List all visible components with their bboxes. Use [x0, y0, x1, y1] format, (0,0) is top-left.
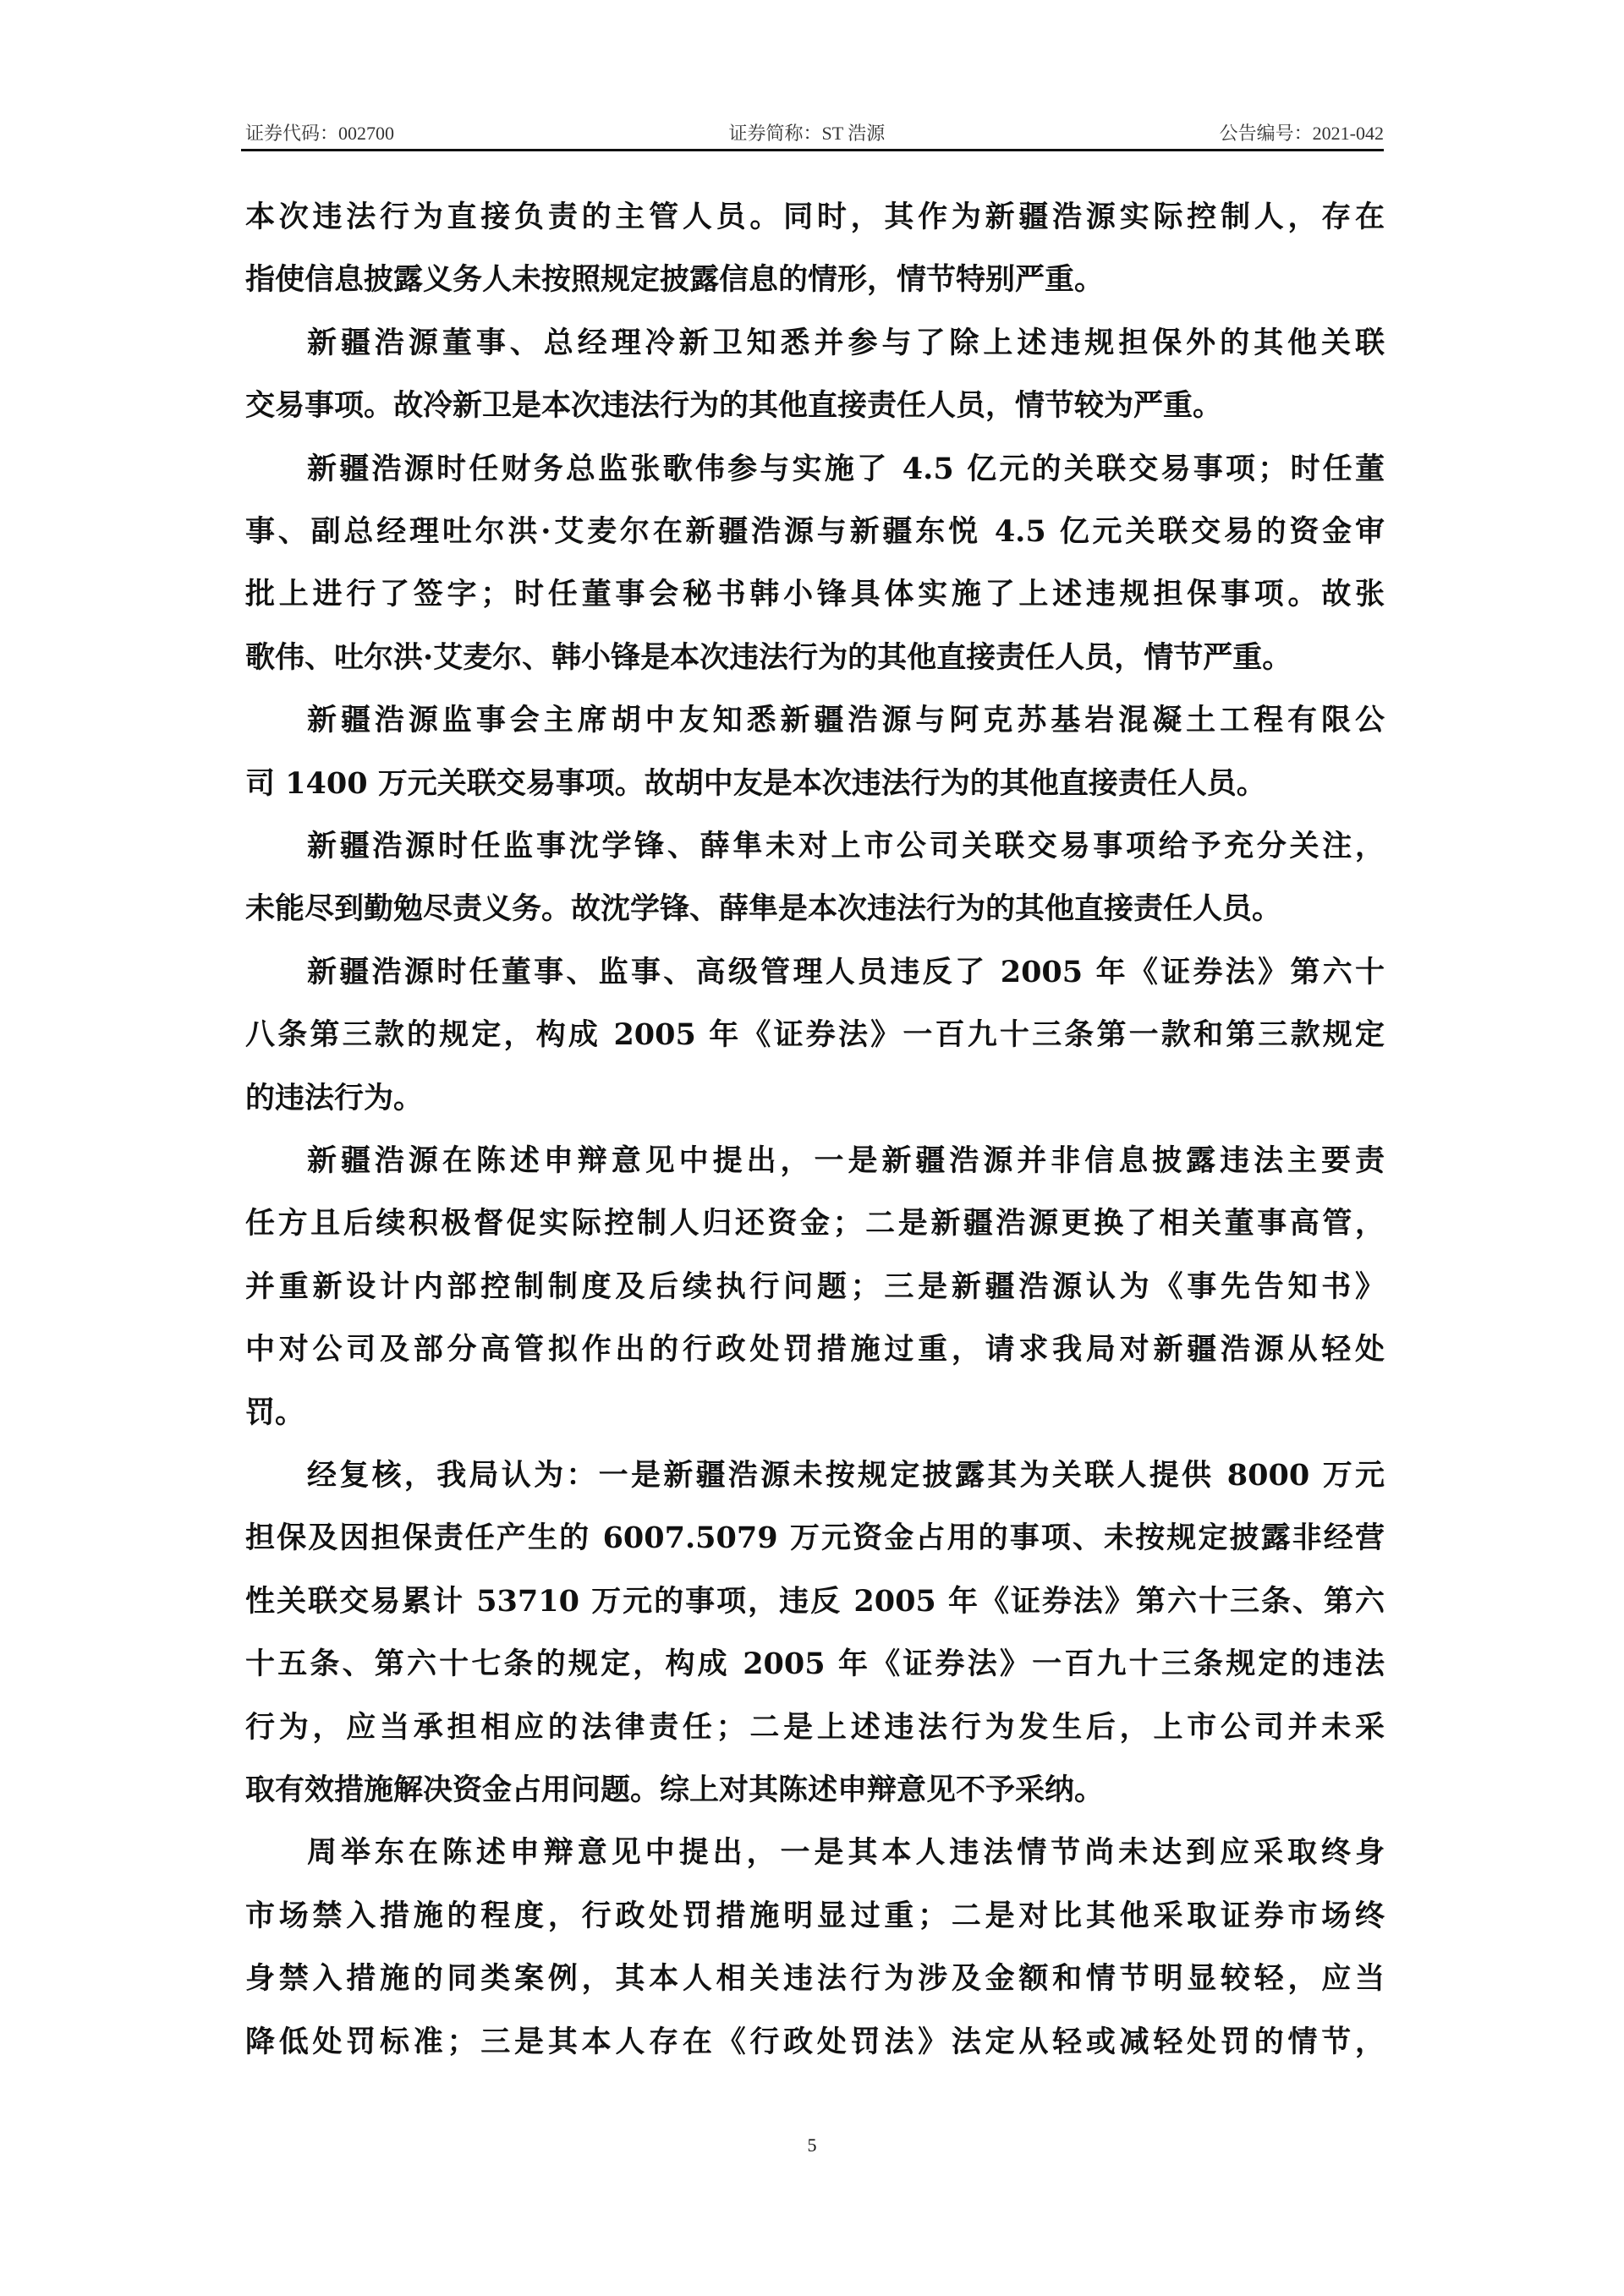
text-line: 降低处罚标准；三是其本人存在《行政处罚法》法定从轻或减轻处罚的情节， [245, 2024, 1385, 2059]
paragraph-first-line: 新疆浩源时任监事沈学锋、薛隼未对上市公司关联交易事项给予充分关注， [307, 829, 1385, 863]
header-divider [241, 149, 1384, 151]
text-line: 批上进行了签字；时任董事会秘书韩小锋具体实施了上述违规担保事项。故张 [245, 577, 1385, 612]
text-line: 歌伟、吐尔洪·艾麦尔、韩小锋是本次违法行为的其他直接责任人员，情节严重。 [245, 639, 1292, 675]
text-line: 行为，应当承担相应的法律责任；二是上述违法行为发生后，上市公司并未采 [245, 1709, 1385, 1745]
text-line: 身禁入措施的同类案例，其本人相关违法行为涉及金额和情节明显较轻，应当 [245, 1961, 1385, 1997]
paragraph-first-line: 新疆浩源在陈述申辩意见中提出，一是新疆浩源并非信息披露违法主要责 [307, 1143, 1385, 1178]
paragraph-first-line: 新疆浩源时任董事、监事、高级管理人员违反了 2005 年《证券法》第六十 [307, 954, 1385, 989]
text-line: 的违法行为。 [245, 1080, 424, 1115]
text-line: 并重新设计内部控制制度及后续执行问题；三是新疆浩源认为《事先告知书》 [245, 1269, 1385, 1304]
announcement-number: 公告编号：2021-042 [1219, 122, 1384, 144]
text-line: 十五条、第六十七条的规定，构成 2005 年《证券法》一百九十三条规定的违法 [245, 1647, 1385, 1682]
text-line: 性关联交易累计 53710 万元的事项，违反 2005 年《证券法》第六十三条、第六 [245, 1583, 1385, 1619]
text-line: 指使信息披露义务人未按照规定披露信息的情形，情节特别严重。 [245, 262, 1105, 298]
text-line: 市场禁入措施的程度，行政处罚措施明显过重；二是对比其他采取证券市场终 [245, 1898, 1385, 1933]
stock-code: 证券代码：002700 [245, 122, 395, 144]
text-line: 未能尽到勤勉尽责义务。故沈学锋、薛隼是本次违法行为的其他直接责任人员。 [245, 891, 1282, 927]
text-line: 担保及因担保责任产生的 6007.5079 万元资金占用的事项、未按规定披露非经营 [245, 1521, 1385, 1556]
text-line: 交易事项。故冷新卫是本次违法行为的其他直接责任人员，情节较为严重。 [245, 388, 1223, 424]
text-line: 取有效措施解决资金占用问题。综上对其陈述申辩意见不予采纳。 [245, 1773, 1105, 1807]
paragraph-first-line: 新疆浩源时任财务总监张歌伟参与实施了 4.5 亿元的关联交易事项；时任董 [307, 451, 1385, 486]
paragraph-first-line: 新疆浩源监事会主席胡中友知悉新疆浩源与阿克苏基岩混凝土工程有限公 [307, 703, 1385, 738]
text-line: 罚。 [245, 1395, 305, 1430]
text-line: 八条第三款的规定，构成 2005 年《证券法》一百九十三条第一款和第三款规定 [245, 1017, 1385, 1053]
page-number: 5 [807, 2134, 817, 2156]
page-header [245, 120, 1384, 144]
paragraph-first-line: 周举东在陈述申辩意见中提出，一是其本人违法情节尚未达到应采取终身 [307, 1835, 1385, 1871]
paragraph-first-line: 经复核，我局认为：一是新疆浩源未按规定披露其为关联人提供 8000 万元 [307, 1458, 1385, 1493]
text-line: 本次违法行为直接负责的主管人员。同时，其作为新疆浩源实际控制人，存在 [245, 200, 1385, 234]
text-line: 任方且后续积极督促实际控制人归还资金；二是新疆浩源更换了相关董事高管， [245, 1206, 1385, 1241]
text-line: 司 1400 万元关联交易事项。故胡中友是本次违法行为的其他直接责任人员。 [245, 765, 1266, 801]
stock-name: 证券简称：ST 浩源 [728, 122, 886, 144]
text-line: 中对公司及部分高管拟作出的行政处罚措施过重，请求我局对新疆浩源从轻处 [245, 1332, 1385, 1367]
paragraph-first-line: 新疆浩源董事、总经理冷新卫知悉并参与了除上述违规担保外的其他关联 [307, 325, 1385, 360]
text-line: 事、副总经理吐尔洪·艾麦尔在新疆浩源与新疆东悦 4.5 亿元关联交易的资金审 [245, 514, 1385, 549]
